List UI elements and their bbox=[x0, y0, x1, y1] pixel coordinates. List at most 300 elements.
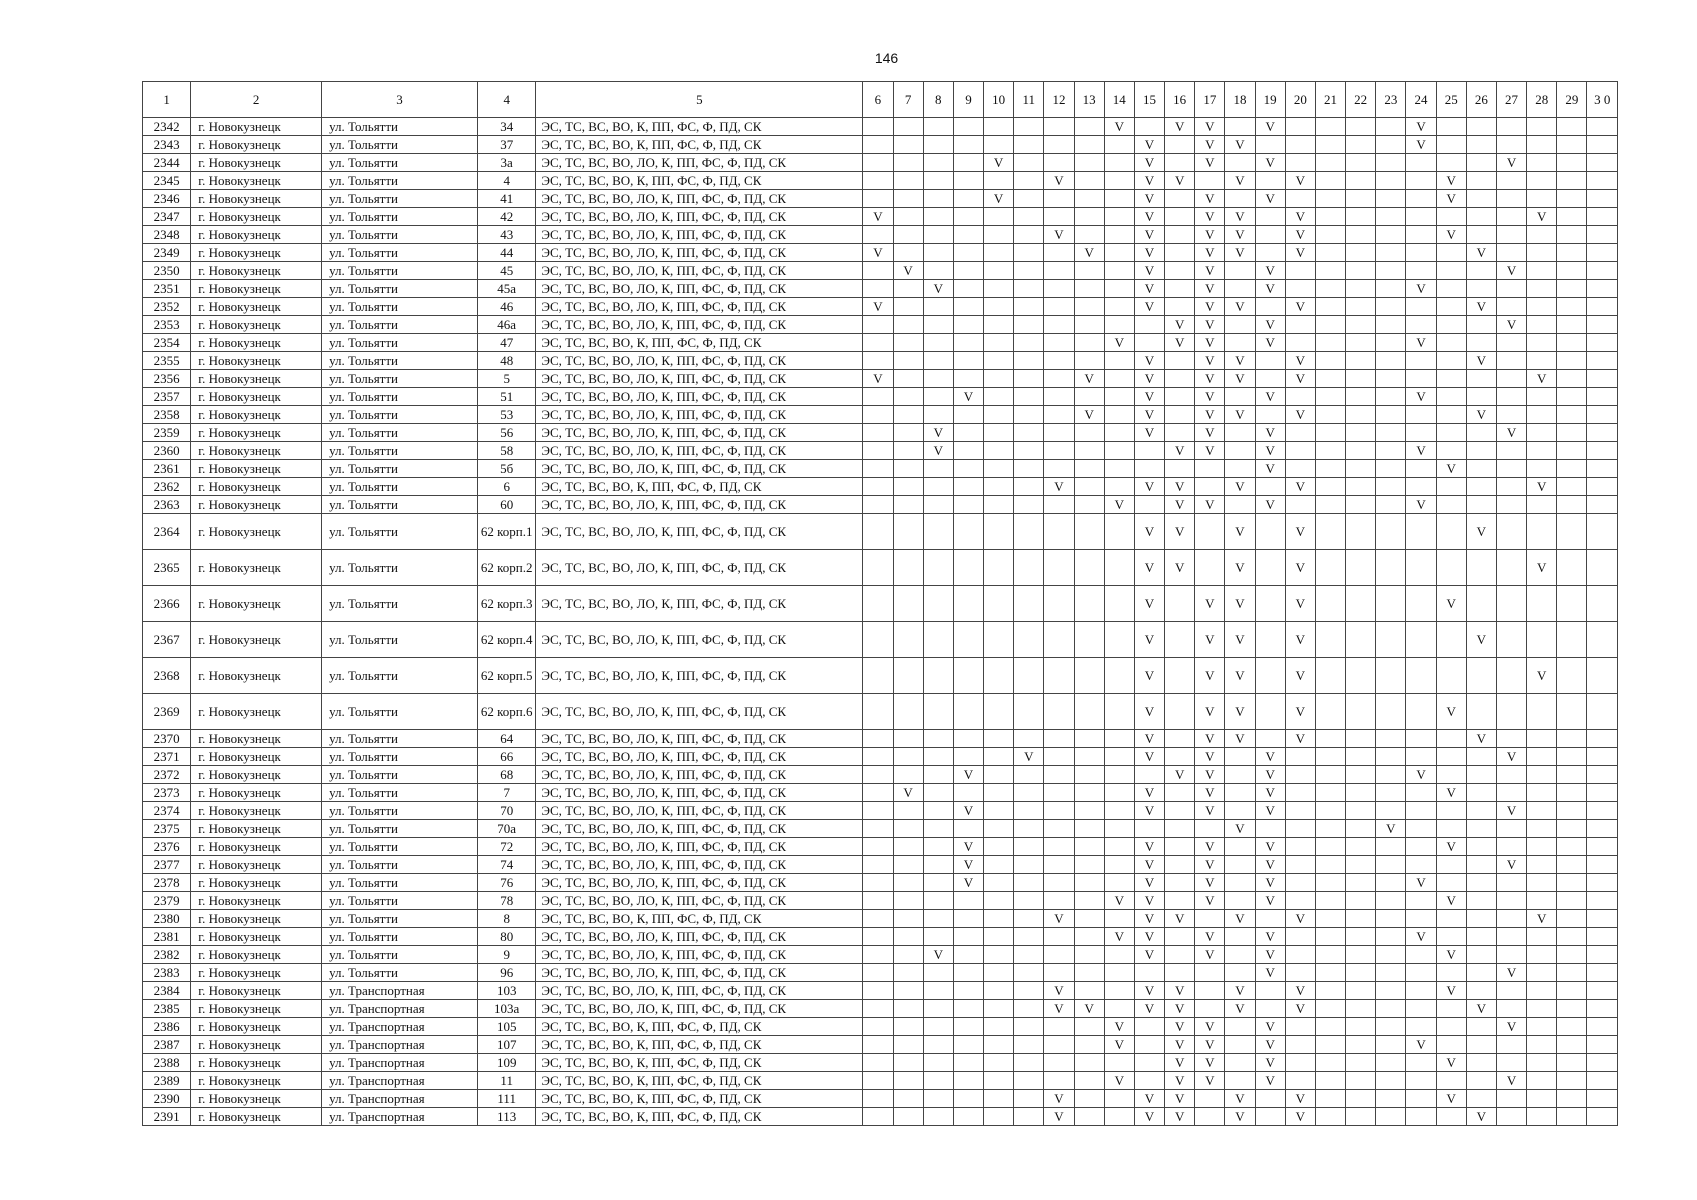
table-row bbox=[143, 208, 1618, 226]
empty-cell-col-14 bbox=[1104, 1108, 1134, 1126]
empty-cell-col-6 bbox=[863, 1108, 893, 1126]
table-row bbox=[143, 154, 1618, 172]
empty-cell-col-8 bbox=[923, 874, 953, 892]
empty-cell-col-24 bbox=[1406, 820, 1436, 838]
empty-cell-col-13 bbox=[1074, 802, 1104, 820]
empty-cell-col-14 bbox=[1104, 244, 1134, 262]
empty-cell-col-10 bbox=[984, 1036, 1014, 1054]
services-cell: ЭС, ТС, ВС, ВО, ЛО, К, ПП, ФС, Ф, ПД, СК bbox=[536, 208, 863, 226]
check-mark-col-26: V bbox=[1466, 730, 1496, 748]
empty-cell-col-10 bbox=[984, 406, 1014, 424]
column-header-23: 23 bbox=[1376, 82, 1406, 118]
empty-cell-col-9 bbox=[953, 622, 983, 658]
empty-cell-col-11 bbox=[1014, 370, 1044, 388]
empty-cell-col-6 bbox=[863, 586, 893, 622]
empty-cell-col-27 bbox=[1496, 298, 1526, 316]
empty-cell-col-24 bbox=[1406, 856, 1436, 874]
check-mark-col-19: V bbox=[1255, 424, 1285, 442]
table-row bbox=[143, 478, 1618, 496]
row-number: 2369 bbox=[143, 694, 191, 730]
empty-cell-col-18 bbox=[1225, 316, 1255, 334]
empty-cell-col-29 bbox=[1557, 838, 1587, 856]
check-mark-col-16: V bbox=[1165, 1072, 1195, 1090]
empty-cell-col-19 bbox=[1255, 550, 1285, 586]
empty-cell-col-7 bbox=[893, 1108, 923, 1126]
empty-cell-col-10 bbox=[984, 802, 1014, 820]
empty-cell-col-23 bbox=[1376, 838, 1406, 856]
empty-cell-col-23 bbox=[1376, 136, 1406, 154]
check-mark-col-19: V bbox=[1255, 1018, 1285, 1036]
empty-cell-col-29 bbox=[1557, 460, 1587, 478]
row-number: 2347 bbox=[143, 208, 191, 226]
empty-cell-col-28 bbox=[1527, 460, 1557, 478]
empty-cell-col-22 bbox=[1346, 622, 1376, 658]
empty-cell-col-14 bbox=[1104, 1054, 1134, 1072]
empty-cell-col-20 bbox=[1285, 388, 1315, 406]
empty-cell-col-6 bbox=[863, 190, 893, 208]
empty-cell-col-18 bbox=[1225, 802, 1255, 820]
check-mark-col-25: V bbox=[1436, 1090, 1466, 1108]
empty-cell-col-6 bbox=[863, 874, 893, 892]
empty-cell-col-29 bbox=[1557, 550, 1587, 586]
check-mark-col-12: V bbox=[1044, 226, 1074, 244]
check-mark-col-18: V bbox=[1225, 136, 1255, 154]
row-number: 2351 bbox=[143, 280, 191, 298]
row-number: 2362 bbox=[143, 478, 191, 496]
street-cell: ул. Тольятти bbox=[322, 748, 478, 766]
empty-cell-col-12 bbox=[1044, 1018, 1074, 1036]
empty-cell-col-28 bbox=[1527, 514, 1557, 550]
empty-cell-col-23 bbox=[1376, 982, 1406, 1000]
street-cell: ул. Тольятти bbox=[322, 784, 478, 802]
empty-cell-col-14 bbox=[1104, 910, 1134, 928]
check-mark-col-28: V bbox=[1527, 658, 1557, 694]
house-cell: 34 bbox=[478, 118, 536, 136]
empty-cell-col-17 bbox=[1195, 514, 1225, 550]
table-row bbox=[143, 928, 1618, 946]
empty-cell-col-14 bbox=[1104, 1000, 1134, 1018]
check-mark-col-15: V bbox=[1134, 1000, 1164, 1018]
table-row bbox=[143, 1108, 1618, 1126]
empty-cell-col-6 bbox=[863, 280, 893, 298]
city-cell: г. Новокузнецк bbox=[191, 838, 322, 856]
check-mark-col-16: V bbox=[1165, 118, 1195, 136]
empty-cell-col-11 bbox=[1014, 136, 1044, 154]
street-cell: ул. Тольятти bbox=[322, 910, 478, 928]
empty-cell-col-24 bbox=[1406, 208, 1436, 226]
empty-cell-col-23 bbox=[1376, 1018, 1406, 1036]
empty-cell-col-29 bbox=[1557, 784, 1587, 802]
empty-cell-col-10 bbox=[984, 1072, 1014, 1090]
check-mark-col-15: V bbox=[1134, 1090, 1164, 1108]
empty-cell-col-27 bbox=[1496, 838, 1526, 856]
empty-cell-col-22 bbox=[1346, 766, 1376, 784]
empty-cell-col-16 bbox=[1165, 226, 1195, 244]
check-mark-col-18: V bbox=[1225, 172, 1255, 190]
empty-cell-col-24 bbox=[1406, 226, 1436, 244]
row-number: 2343 bbox=[143, 136, 191, 154]
table-row bbox=[143, 856, 1618, 874]
house-cell: 68 bbox=[478, 766, 536, 784]
column-header-8: 8 bbox=[923, 82, 953, 118]
empty-cell-col-13 bbox=[1074, 424, 1104, 442]
empty-cell-col-9 bbox=[953, 334, 983, 352]
empty-cell-col-24 bbox=[1406, 730, 1436, 748]
city-cell: г. Новокузнецк bbox=[191, 298, 322, 316]
empty-cell-col-25 bbox=[1436, 298, 1466, 316]
empty-cell-col-30 bbox=[1587, 928, 1618, 946]
city-cell: г. Новокузнецк bbox=[191, 874, 322, 892]
check-mark-col-25: V bbox=[1436, 1054, 1466, 1072]
empty-cell-col-25 bbox=[1436, 136, 1466, 154]
empty-cell-col-6 bbox=[863, 784, 893, 802]
check-mark-col-18: V bbox=[1225, 478, 1255, 496]
empty-cell-col-21 bbox=[1315, 1036, 1345, 1054]
empty-cell-col-22 bbox=[1346, 910, 1376, 928]
empty-cell-col-23 bbox=[1376, 478, 1406, 496]
street-cell: ул. Тольятти bbox=[322, 226, 478, 244]
empty-cell-col-27 bbox=[1496, 658, 1526, 694]
empty-cell-col-28 bbox=[1527, 316, 1557, 334]
empty-cell-col-9 bbox=[953, 1108, 983, 1126]
empty-cell-col-16 bbox=[1165, 586, 1195, 622]
check-mark-col-17: V bbox=[1195, 586, 1225, 622]
empty-cell-col-23 bbox=[1376, 730, 1406, 748]
check-mark-col-28: V bbox=[1527, 478, 1557, 496]
empty-cell-col-9 bbox=[953, 964, 983, 982]
empty-cell-col-13 bbox=[1074, 352, 1104, 370]
empty-cell-col-14 bbox=[1104, 424, 1134, 442]
empty-cell-col-25 bbox=[1436, 766, 1466, 784]
empty-cell-col-24 bbox=[1406, 244, 1436, 262]
empty-cell-col-13 bbox=[1074, 1108, 1104, 1126]
empty-cell-col-29 bbox=[1557, 136, 1587, 154]
check-mark-col-15: V bbox=[1134, 262, 1164, 280]
empty-cell-col-18 bbox=[1225, 1018, 1255, 1036]
empty-cell-col-23 bbox=[1376, 748, 1406, 766]
empty-cell-col-20 bbox=[1285, 154, 1315, 172]
empty-cell-col-21 bbox=[1315, 802, 1345, 820]
empty-cell-col-6 bbox=[863, 856, 893, 874]
street-cell: ул. Тольятти bbox=[322, 172, 478, 190]
empty-cell-col-18 bbox=[1225, 190, 1255, 208]
empty-cell-col-21 bbox=[1315, 262, 1345, 280]
empty-cell-col-23 bbox=[1376, 460, 1406, 478]
empty-cell-col-25 bbox=[1436, 748, 1466, 766]
empty-cell-col-12 bbox=[1044, 1072, 1074, 1090]
empty-cell-col-20 bbox=[1285, 838, 1315, 856]
empty-cell-col-24 bbox=[1406, 964, 1436, 982]
empty-cell-col-7 bbox=[893, 928, 923, 946]
city-cell: г. Новокузнецк bbox=[191, 226, 322, 244]
check-mark-col-24: V bbox=[1406, 496, 1436, 514]
empty-cell-col-13 bbox=[1074, 514, 1104, 550]
empty-cell-col-13 bbox=[1074, 136, 1104, 154]
empty-cell-col-7 bbox=[893, 298, 923, 316]
check-mark-col-19: V bbox=[1255, 856, 1285, 874]
table-row bbox=[143, 1072, 1618, 1090]
street-cell: ул. Тольятти bbox=[322, 820, 478, 838]
check-mark-col-26: V bbox=[1466, 1108, 1496, 1126]
services-cell: ЭС, ТС, ВС, ВО, К, ПП, ФС, Ф, ПД, СК bbox=[536, 910, 863, 928]
empty-cell-col-28 bbox=[1527, 136, 1557, 154]
check-mark-col-19: V bbox=[1255, 460, 1285, 478]
check-mark-col-15: V bbox=[1134, 298, 1164, 316]
city-cell: г. Новокузнецк bbox=[191, 370, 322, 388]
house-cell: 64 bbox=[478, 730, 536, 748]
column-header-14: 14 bbox=[1104, 82, 1134, 118]
empty-cell-col-11 bbox=[1014, 892, 1044, 910]
empty-cell-col-12 bbox=[1044, 460, 1074, 478]
table-row bbox=[143, 172, 1618, 190]
empty-cell-col-24 bbox=[1406, 514, 1436, 550]
empty-cell-col-20 bbox=[1285, 892, 1315, 910]
check-mark-col-15: V bbox=[1134, 514, 1164, 550]
empty-cell-col-13 bbox=[1074, 190, 1104, 208]
check-mark-col-27: V bbox=[1496, 154, 1526, 172]
empty-cell-col-28 bbox=[1527, 1108, 1557, 1126]
empty-cell-col-6 bbox=[863, 946, 893, 964]
check-mark-col-15: V bbox=[1134, 190, 1164, 208]
row-number: 2355 bbox=[143, 352, 191, 370]
check-mark-col-17: V bbox=[1195, 352, 1225, 370]
empty-cell-col-24 bbox=[1406, 370, 1436, 388]
row-number: 2346 bbox=[143, 190, 191, 208]
check-mark-col-14: V bbox=[1104, 118, 1134, 136]
empty-cell-col-14 bbox=[1104, 946, 1134, 964]
city-cell: г. Новокузнецк bbox=[191, 766, 322, 784]
empty-cell-col-26 bbox=[1466, 262, 1496, 280]
empty-cell-col-26 bbox=[1466, 748, 1496, 766]
check-mark-col-17: V bbox=[1195, 316, 1225, 334]
empty-cell-col-7 bbox=[893, 118, 923, 136]
empty-cell-col-19 bbox=[1255, 622, 1285, 658]
check-mark-col-17: V bbox=[1195, 406, 1225, 424]
row-number: 2354 bbox=[143, 334, 191, 352]
services-cell: ЭС, ТС, ВС, ВО, ЛО, К, ПП, ФС, Ф, ПД, СК bbox=[536, 1000, 863, 1018]
empty-cell-col-22 bbox=[1346, 280, 1376, 298]
empty-cell-col-28 bbox=[1527, 784, 1557, 802]
empty-cell-col-7 bbox=[893, 946, 923, 964]
empty-cell-col-19 bbox=[1255, 514, 1285, 550]
empty-cell-col-26 bbox=[1466, 208, 1496, 226]
empty-cell-col-6 bbox=[863, 1054, 893, 1072]
empty-cell-col-9 bbox=[953, 550, 983, 586]
empty-cell-col-25 bbox=[1436, 442, 1466, 460]
check-mark-col-19: V bbox=[1255, 892, 1285, 910]
empty-cell-col-14 bbox=[1104, 874, 1134, 892]
check-mark-col-16: V bbox=[1165, 514, 1195, 550]
empty-cell-col-22 bbox=[1346, 748, 1376, 766]
empty-cell-col-7 bbox=[893, 352, 923, 370]
empty-cell-col-6 bbox=[863, 406, 893, 424]
table-row bbox=[143, 730, 1618, 748]
empty-cell-col-18 bbox=[1225, 964, 1255, 982]
empty-cell-col-8 bbox=[923, 406, 953, 424]
empty-cell-col-10 bbox=[984, 892, 1014, 910]
empty-cell-col-8 bbox=[923, 928, 953, 946]
check-mark-col-17: V bbox=[1195, 1036, 1225, 1054]
table-row bbox=[143, 802, 1618, 820]
empty-cell-col-26 bbox=[1466, 550, 1496, 586]
city-cell: г. Новокузнецк bbox=[191, 118, 322, 136]
empty-cell-col-28 bbox=[1527, 856, 1557, 874]
empty-cell-col-14 bbox=[1104, 208, 1134, 226]
empty-cell-col-23 bbox=[1376, 442, 1406, 460]
city-cell: г. Новокузнецк bbox=[191, 496, 322, 514]
empty-cell-col-10 bbox=[984, 928, 1014, 946]
row-number: 2360 bbox=[143, 442, 191, 460]
empty-cell-col-27 bbox=[1496, 118, 1526, 136]
empty-cell-col-29 bbox=[1557, 496, 1587, 514]
empty-cell-col-10 bbox=[984, 820, 1014, 838]
table-row bbox=[143, 586, 1618, 622]
services-cell: ЭС, ТС, ВС, ВО, К, ПП, ФС, Ф, ПД, СК bbox=[536, 136, 863, 154]
table-row bbox=[143, 820, 1618, 838]
register-table bbox=[142, 81, 1618, 1126]
empty-cell-col-28 bbox=[1527, 1036, 1557, 1054]
empty-cell-col-28 bbox=[1527, 496, 1557, 514]
street-cell: ул. Тольятти bbox=[322, 370, 478, 388]
check-mark-col-9: V bbox=[953, 874, 983, 892]
empty-cell-col-27 bbox=[1496, 478, 1526, 496]
empty-cell-col-6 bbox=[863, 424, 893, 442]
empty-cell-col-7 bbox=[893, 730, 923, 748]
services-cell: ЭС, ТС, ВС, ВО, ЛО, К, ПП, ФС, Ф, ПД, СК bbox=[536, 496, 863, 514]
empty-cell-col-23 bbox=[1376, 1036, 1406, 1054]
empty-cell-col-22 bbox=[1346, 388, 1376, 406]
empty-cell-col-10 bbox=[984, 370, 1014, 388]
empty-cell-col-24 bbox=[1406, 550, 1436, 586]
check-mark-col-18: V bbox=[1225, 820, 1255, 838]
empty-cell-col-21 bbox=[1315, 910, 1345, 928]
check-mark-col-19: V bbox=[1255, 802, 1285, 820]
check-mark-col-20: V bbox=[1285, 550, 1315, 586]
house-cell: 62 корп.5 bbox=[478, 658, 536, 694]
row-number: 2389 bbox=[143, 1072, 191, 1090]
empty-cell-col-22 bbox=[1346, 298, 1376, 316]
empty-cell-col-21 bbox=[1315, 820, 1345, 838]
check-mark-col-17: V bbox=[1195, 1018, 1225, 1036]
check-mark-col-28: V bbox=[1527, 550, 1557, 586]
empty-cell-col-16 bbox=[1165, 856, 1195, 874]
empty-cell-col-30 bbox=[1587, 766, 1618, 784]
empty-cell-col-24 bbox=[1406, 1000, 1436, 1018]
city-cell: г. Новокузнецк bbox=[191, 352, 322, 370]
empty-cell-col-24 bbox=[1406, 622, 1436, 658]
empty-cell-col-16 bbox=[1165, 190, 1195, 208]
empty-cell-col-21 bbox=[1315, 172, 1345, 190]
empty-cell-col-25 bbox=[1436, 208, 1466, 226]
column-header-27: 27 bbox=[1496, 82, 1526, 118]
empty-cell-col-30 bbox=[1587, 514, 1618, 550]
city-cell: г. Новокузнецк bbox=[191, 1018, 322, 1036]
empty-cell-col-28 bbox=[1527, 334, 1557, 352]
empty-cell-col-26 bbox=[1466, 892, 1496, 910]
street-cell: ул. Тольятти bbox=[322, 928, 478, 946]
empty-cell-col-6 bbox=[863, 478, 893, 496]
empty-cell-col-12 bbox=[1044, 586, 1074, 622]
check-mark-col-27: V bbox=[1496, 856, 1526, 874]
empty-cell-col-27 bbox=[1496, 1090, 1526, 1108]
empty-cell-col-8 bbox=[923, 1018, 953, 1036]
empty-cell-col-23 bbox=[1376, 1000, 1406, 1018]
empty-cell-col-6 bbox=[863, 352, 893, 370]
empty-cell-col-17 bbox=[1195, 172, 1225, 190]
empty-cell-col-19 bbox=[1255, 478, 1285, 496]
house-cell: 5б bbox=[478, 460, 536, 478]
empty-cell-col-30 bbox=[1587, 280, 1618, 298]
services-cell: ЭС, ТС, ВС, ВО, ЛО, К, ПП, ФС, Ф, ПД, СК bbox=[536, 460, 863, 478]
empty-cell-col-10 bbox=[984, 856, 1014, 874]
empty-cell-col-8 bbox=[923, 622, 953, 658]
empty-cell-col-9 bbox=[953, 784, 983, 802]
street-cell: ул. Транспортная bbox=[322, 1090, 478, 1108]
empty-cell-col-24 bbox=[1406, 424, 1436, 442]
row-number: 2349 bbox=[143, 244, 191, 262]
check-mark-col-15: V bbox=[1134, 370, 1164, 388]
street-cell: ул. Тольятти bbox=[322, 514, 478, 550]
check-mark-col-15: V bbox=[1134, 892, 1164, 910]
empty-cell-col-27 bbox=[1496, 190, 1526, 208]
empty-cell-col-27 bbox=[1496, 550, 1526, 586]
empty-cell-col-27 bbox=[1496, 784, 1526, 802]
city-cell: г. Новокузнецк bbox=[191, 550, 322, 586]
table-row bbox=[143, 136, 1618, 154]
check-mark-col-19: V bbox=[1255, 496, 1285, 514]
street-cell: ул. Тольятти bbox=[322, 964, 478, 982]
empty-cell-col-30 bbox=[1587, 586, 1618, 622]
empty-cell-col-21 bbox=[1315, 496, 1345, 514]
check-mark-col-14: V bbox=[1104, 496, 1134, 514]
empty-cell-col-7 bbox=[893, 442, 923, 460]
check-mark-col-26: V bbox=[1466, 352, 1496, 370]
check-mark-col-20: V bbox=[1285, 694, 1315, 730]
check-mark-col-18: V bbox=[1225, 406, 1255, 424]
empty-cell-col-8 bbox=[923, 802, 953, 820]
empty-cell-col-21 bbox=[1315, 334, 1345, 352]
empty-cell-col-30 bbox=[1587, 226, 1618, 244]
check-mark-col-24: V bbox=[1406, 874, 1436, 892]
check-mark-col-19: V bbox=[1255, 154, 1285, 172]
empty-cell-col-14 bbox=[1104, 298, 1134, 316]
empty-cell-col-20 bbox=[1285, 136, 1315, 154]
empty-cell-col-16 bbox=[1165, 622, 1195, 658]
empty-cell-col-27 bbox=[1496, 892, 1526, 910]
empty-cell-col-13 bbox=[1074, 118, 1104, 136]
empty-cell-col-9 bbox=[953, 1072, 983, 1090]
empty-cell-col-29 bbox=[1557, 982, 1587, 1000]
check-mark-col-25: V bbox=[1436, 226, 1466, 244]
empty-cell-col-16 bbox=[1165, 964, 1195, 982]
empty-cell-col-8 bbox=[923, 1108, 953, 1126]
empty-cell-col-24 bbox=[1406, 694, 1436, 730]
empty-cell-col-10 bbox=[984, 874, 1014, 892]
empty-cell-col-26 bbox=[1466, 1018, 1496, 1036]
empty-cell-col-11 bbox=[1014, 1000, 1044, 1018]
check-mark-col-24: V bbox=[1406, 334, 1436, 352]
empty-cell-col-11 bbox=[1014, 1090, 1044, 1108]
empty-cell-col-30 bbox=[1587, 892, 1618, 910]
empty-cell-col-23 bbox=[1376, 910, 1406, 928]
empty-cell-col-22 bbox=[1346, 802, 1376, 820]
empty-cell-col-19 bbox=[1255, 1090, 1285, 1108]
services-cell: ЭС, ТС, ВС, ВО, ЛО, К, ПП, ФС, Ф, ПД, СК bbox=[536, 874, 863, 892]
empty-cell-col-8 bbox=[923, 766, 953, 784]
empty-cell-col-23 bbox=[1376, 1108, 1406, 1126]
check-mark-col-17: V bbox=[1195, 784, 1225, 802]
empty-cell-col-9 bbox=[953, 694, 983, 730]
